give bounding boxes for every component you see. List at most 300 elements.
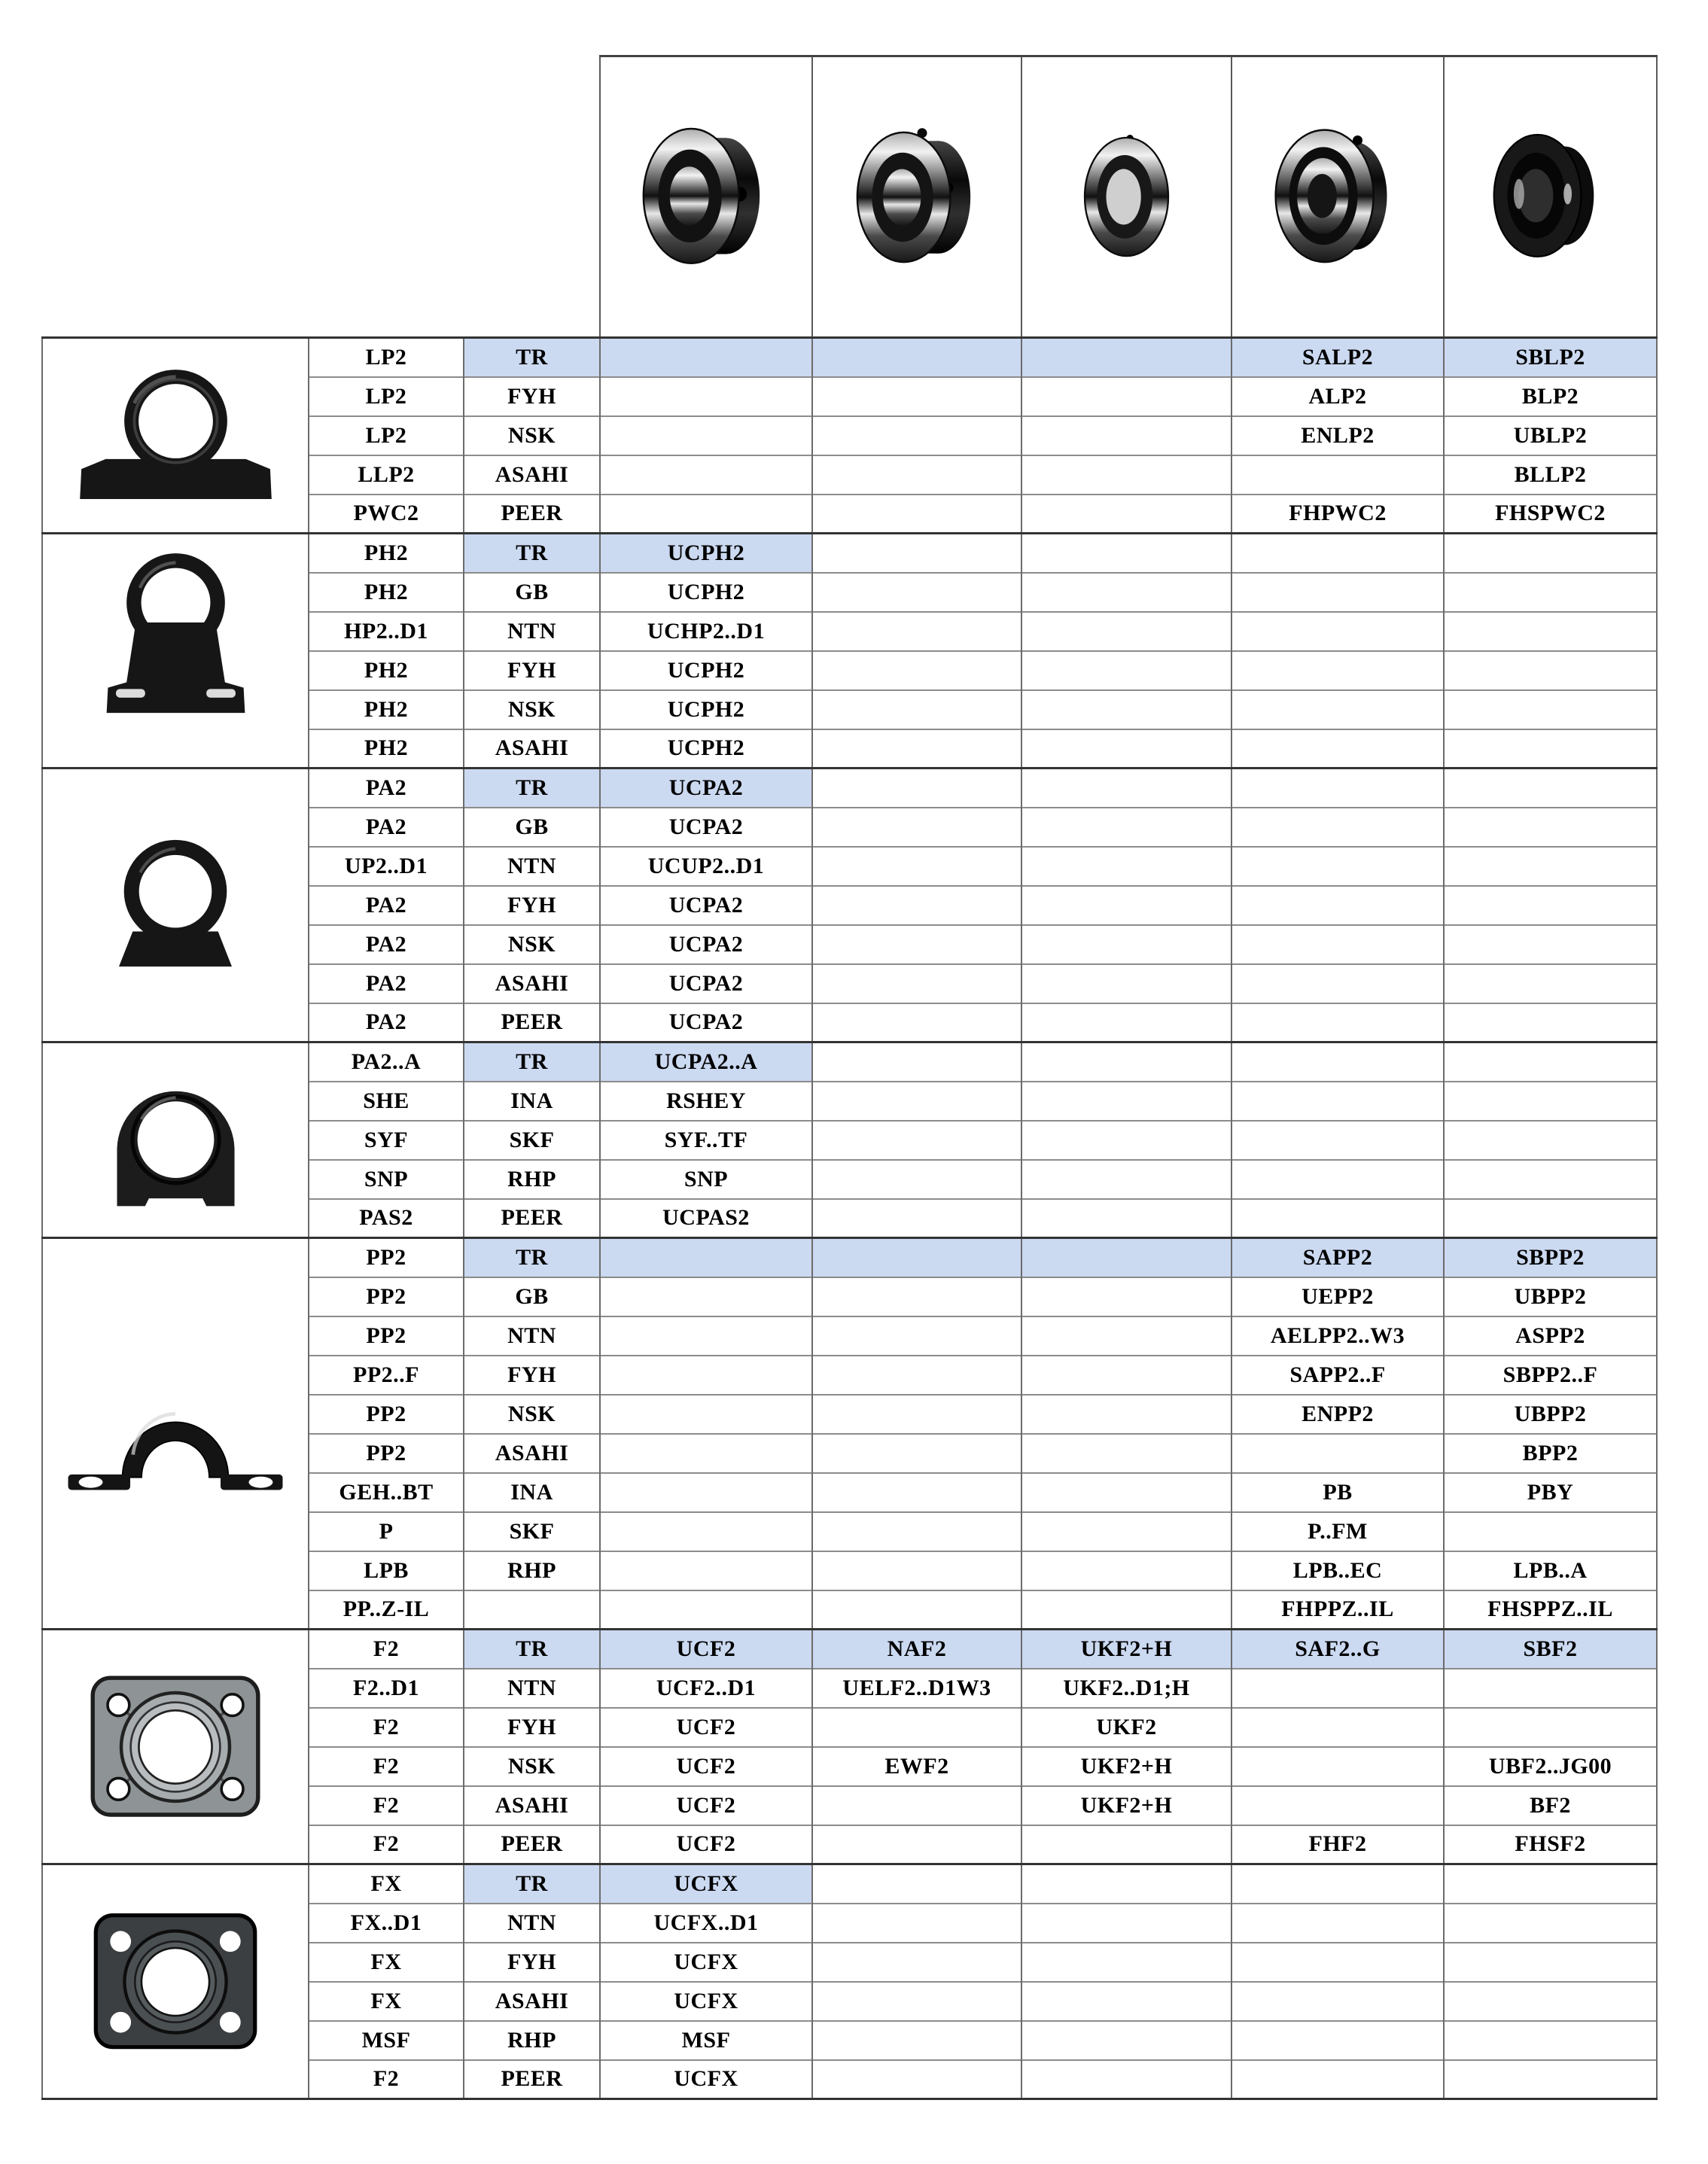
model-cell: F2..D1 xyxy=(309,1669,464,1708)
table-row xyxy=(42,534,1657,573)
insert-bearing-setscrew-photo xyxy=(601,102,811,292)
part-cell: UCFX xyxy=(600,2060,812,2099)
insert-bearing-plain-bore-photo xyxy=(1022,105,1231,289)
part-cell xyxy=(1444,886,1657,925)
part-cell: UCPH2 xyxy=(600,651,812,690)
model-cell: F2 xyxy=(309,1630,464,1669)
part-cell: PB xyxy=(1232,1473,1444,1512)
part-cell xyxy=(1232,1864,1444,1904)
part-cell xyxy=(1021,1277,1232,1316)
part-cell xyxy=(600,377,812,416)
brand-cell: PEER xyxy=(464,1199,600,1238)
part-cell: UKF2+H xyxy=(1021,1786,1232,1825)
model-cell: PP2 xyxy=(309,1316,464,1356)
part-cell: UCPA2 xyxy=(600,964,812,1003)
brand-cell: RHP xyxy=(464,1160,600,1199)
part-cell xyxy=(1021,1160,1232,1199)
model-cell: PP..Z-IL xyxy=(309,1590,464,1630)
model-cell: PA2 xyxy=(309,1003,464,1042)
part-cell xyxy=(1232,573,1444,612)
part-cell: ENPP2 xyxy=(1232,1395,1444,1434)
part-cell xyxy=(1021,573,1232,612)
model-cell: PH2 xyxy=(309,651,464,690)
part-cell xyxy=(812,612,1021,651)
model-cell: PH2 xyxy=(309,534,464,573)
part-cell xyxy=(1444,534,1657,573)
insert-bearing-collar-photo xyxy=(813,102,1021,292)
brand-cell: FYH xyxy=(464,1943,600,1982)
part-cell: FHPWC2 xyxy=(1232,495,1444,534)
part-cell xyxy=(1232,1434,1444,1473)
part-cell: UCPH2 xyxy=(600,573,812,612)
part-cell xyxy=(812,1473,1021,1512)
part-cell xyxy=(1232,651,1444,690)
part-cell: UCPAS2 xyxy=(600,1199,812,1238)
model-cell: LP2 xyxy=(309,338,464,377)
table-row xyxy=(42,1238,1657,1277)
part-cell: PBY xyxy=(1444,1473,1657,1512)
part-cell xyxy=(812,534,1021,573)
model-cell: GEH..BT xyxy=(309,1473,464,1512)
part-cell xyxy=(812,1551,1021,1590)
part-cell xyxy=(1021,1512,1232,1551)
part-cell xyxy=(1232,1003,1444,1042)
model-cell: LLP2 xyxy=(309,455,464,495)
part-cell: SBLP2 xyxy=(1444,338,1657,377)
part-cell xyxy=(1232,534,1444,573)
part-cell xyxy=(1021,651,1232,690)
insert-bearing-black-oxide-photo xyxy=(1445,105,1656,289)
part-cell: UCFX..D1 xyxy=(600,1904,812,1943)
model-cell: F2 xyxy=(309,1786,464,1825)
model-cell: PP2 xyxy=(309,1238,464,1277)
part-cell: UCF2 xyxy=(600,1747,812,1786)
model-cell: UP2..D1 xyxy=(309,847,464,886)
model-cell: LPB xyxy=(309,1551,464,1590)
insert-bearing-eccentric-collar-photo xyxy=(1232,102,1443,292)
part-cell: FHSPPZ..IL xyxy=(1444,1590,1657,1630)
part-cell xyxy=(1232,1669,1444,1708)
model-cell: PP2 xyxy=(309,1434,464,1473)
part-cell xyxy=(1232,2060,1444,2099)
part-cell xyxy=(1232,455,1444,495)
part-cell: SAF2..G xyxy=(1232,1630,1444,1669)
part-cell xyxy=(600,1356,812,1395)
part-cell xyxy=(1232,847,1444,886)
table-row xyxy=(42,1864,1657,1904)
part-cell xyxy=(1444,1121,1657,1160)
model-cell: MSF xyxy=(309,2021,464,2060)
part-cell: UEPP2 xyxy=(1232,1277,1444,1316)
part-cell: SBPP2..F xyxy=(1444,1356,1657,1395)
part-cell xyxy=(812,1982,1021,2021)
part-cell xyxy=(812,1277,1021,1316)
part-cell: SBF2 xyxy=(1444,1630,1657,1669)
part-cell xyxy=(1232,1982,1444,2021)
table-row xyxy=(42,769,1657,808)
part-cell xyxy=(1021,769,1232,808)
brand-cell: INA xyxy=(464,1082,600,1121)
brand-cell: ASAHI xyxy=(464,455,600,495)
part-cell: UKF2+H xyxy=(1021,1630,1232,1669)
part-cell xyxy=(1444,690,1657,729)
part-cell: UBPP2 xyxy=(1444,1277,1657,1316)
part-cell xyxy=(1232,769,1444,808)
part-cell xyxy=(1444,1708,1657,1747)
part-cell xyxy=(1232,1943,1444,1982)
part-cell: SAPP2..F xyxy=(1232,1356,1444,1395)
part-cell xyxy=(1021,1590,1232,1630)
part-cell: UCFX xyxy=(600,1864,812,1904)
part-cell xyxy=(1021,1395,1232,1434)
part-cell xyxy=(1021,495,1232,534)
part-cell: UCPA2 xyxy=(600,769,812,808)
part-cell xyxy=(1232,612,1444,651)
model-cell: PP2 xyxy=(309,1395,464,1434)
model-cell: HP2..D1 xyxy=(309,612,464,651)
square-flange-f2-image xyxy=(43,1666,308,1828)
model-cell: F2 xyxy=(309,2060,464,2099)
part-cell xyxy=(1444,1982,1657,2021)
part-cell: UCPH2 xyxy=(600,690,812,729)
part-cell xyxy=(1444,573,1657,612)
part-cell xyxy=(1021,1356,1232,1395)
part-cell xyxy=(812,729,1021,769)
part-cell xyxy=(1021,1904,1232,1943)
part-cell xyxy=(1021,377,1232,416)
part-cell xyxy=(812,1121,1021,1160)
brand-cell: ASAHI xyxy=(464,1434,600,1473)
pillow-block-lp2-image xyxy=(43,353,308,518)
part-cell xyxy=(812,1825,1021,1864)
part-cell xyxy=(600,1434,812,1473)
part-cell xyxy=(812,2021,1021,2060)
brand-cell: NSK xyxy=(464,925,600,964)
part-cell xyxy=(812,1708,1021,1747)
part-cell xyxy=(812,573,1021,612)
part-cell xyxy=(1021,808,1232,847)
part-cell xyxy=(1444,1003,1657,1042)
part-cell xyxy=(1444,1512,1657,1551)
model-cell: PH2 xyxy=(309,690,464,729)
model-cell: LP2 xyxy=(309,377,464,416)
model-cell: P xyxy=(309,1512,464,1551)
part-cell xyxy=(1232,808,1444,847)
model-cell: PH2 xyxy=(309,729,464,769)
housing-image-cell xyxy=(42,1864,309,2099)
model-cell: PA2 xyxy=(309,808,464,847)
brand-cell: RHP xyxy=(464,2021,600,2060)
part-cell xyxy=(600,1277,812,1316)
model-cell: FX xyxy=(309,1943,464,1982)
brand-cell: TR xyxy=(464,534,600,573)
brand-cell: FYH xyxy=(464,886,600,925)
spacer-cell xyxy=(42,56,309,338)
spacer-cell xyxy=(464,56,600,338)
part-cell xyxy=(1021,1551,1232,1590)
part-cell xyxy=(1021,1825,1232,1864)
part-cell: UCPH2 xyxy=(600,729,812,769)
brand-cell: TR xyxy=(464,1238,600,1277)
brand-cell: FYH xyxy=(464,651,600,690)
part-cell xyxy=(1232,1121,1444,1160)
part-cell xyxy=(1021,534,1232,573)
part-cell xyxy=(812,651,1021,690)
brand-cell xyxy=(464,1590,600,1630)
part-cell xyxy=(1444,964,1657,1003)
part-cell xyxy=(600,495,812,534)
brand-cell: NSK xyxy=(464,1395,600,1434)
part-cell: BPP2 xyxy=(1444,1434,1657,1473)
table-row xyxy=(42,1630,1657,1669)
part-cell xyxy=(812,1786,1021,1825)
part-cell xyxy=(812,769,1021,808)
brand-cell: NSK xyxy=(464,416,600,455)
part-cell xyxy=(812,964,1021,1003)
model-cell: PP2 xyxy=(309,1277,464,1316)
part-cell: UCFX xyxy=(600,1982,812,2021)
part-cell xyxy=(1021,338,1232,377)
part-cell xyxy=(1021,1864,1232,1904)
part-cell xyxy=(600,1395,812,1434)
part-cell xyxy=(1232,886,1444,925)
part-cell: SAPP2 xyxy=(1232,1238,1444,1277)
part-cell: NAF2 xyxy=(812,1630,1021,1669)
part-cell xyxy=(1444,1669,1657,1708)
part-cell xyxy=(812,1434,1021,1473)
model-cell: PA2 xyxy=(309,925,464,964)
brand-cell: PEER xyxy=(464,495,600,534)
part-cell xyxy=(1021,1316,1232,1356)
part-cell: ASPP2 xyxy=(1444,1316,1657,1356)
brand-cell: NSK xyxy=(464,690,600,729)
part-cell xyxy=(1232,2021,1444,2060)
brand-cell: TR xyxy=(464,769,600,808)
brand-cell: ASAHI xyxy=(464,1786,600,1825)
part-cell xyxy=(1021,1003,1232,1042)
part-cell xyxy=(812,1904,1021,1943)
part-cell xyxy=(1021,886,1232,925)
part-cell: MSF xyxy=(600,2021,812,2060)
part-cell: BF2 xyxy=(1444,1786,1657,1825)
brand-cell: TR xyxy=(464,1042,600,1082)
housing-image-cell xyxy=(42,769,309,1042)
brand-cell: NTN xyxy=(464,612,600,651)
part-cell xyxy=(1444,1160,1657,1199)
part-cell xyxy=(812,338,1021,377)
part-cell xyxy=(1021,1982,1232,2021)
part-cell: SBPP2 xyxy=(1444,1238,1657,1277)
part-cell: FHPPZ..IL xyxy=(1232,1590,1444,1630)
part-cell: FHF2 xyxy=(1232,1825,1444,1864)
model-cell: PH2 xyxy=(309,573,464,612)
part-cell xyxy=(812,455,1021,495)
model-cell: PA2 xyxy=(309,886,464,925)
part-cell xyxy=(600,1551,812,1590)
part-cell xyxy=(812,1003,1021,1042)
part-cell xyxy=(812,690,1021,729)
part-cell: UBF2..JG00 xyxy=(1444,1747,1657,1786)
ring-base-pa2-image xyxy=(43,823,308,987)
model-cell: PA2..A xyxy=(309,1042,464,1082)
product-image-cell xyxy=(812,56,1021,338)
part-cell: SNP xyxy=(600,1160,812,1199)
part-cell xyxy=(1021,1238,1232,1277)
housing-image-cell xyxy=(42,1630,309,1864)
bearing-interchange-table xyxy=(41,55,1658,2100)
part-cell: LPB..EC xyxy=(1232,1551,1444,1590)
part-cell: BLP2 xyxy=(1444,377,1657,416)
part-cell xyxy=(1021,612,1232,651)
part-cell xyxy=(1444,808,1657,847)
product-image-cell xyxy=(1444,56,1657,338)
part-cell xyxy=(1232,925,1444,964)
part-cell xyxy=(1232,1708,1444,1747)
part-cell xyxy=(1444,847,1657,886)
housing-image-cell xyxy=(42,1042,309,1238)
part-cell: UKF2+H xyxy=(1021,1747,1232,1786)
part-cell: UCHP2..D1 xyxy=(600,612,812,651)
brand-cell: NTN xyxy=(464,1669,600,1708)
part-cell xyxy=(812,1943,1021,1982)
part-cell: AELPP2..W3 xyxy=(1232,1316,1444,1356)
brand-cell: INA xyxy=(464,1473,600,1512)
part-cell xyxy=(1444,1042,1657,1082)
model-cell: PA2 xyxy=(309,769,464,808)
part-cell xyxy=(812,1590,1021,1630)
part-cell xyxy=(1021,455,1232,495)
part-cell xyxy=(600,416,812,455)
part-cell xyxy=(812,1042,1021,1082)
square-flange-fx-image xyxy=(43,1904,308,2060)
part-cell: UKF2..D1;H xyxy=(1021,1669,1232,1708)
part-cell xyxy=(1021,1943,1232,1982)
part-cell xyxy=(1232,1082,1444,1121)
part-cell: UCPA2..A xyxy=(600,1042,812,1082)
part-cell xyxy=(1021,1082,1232,1121)
part-cell: UCF2 xyxy=(600,1630,812,1669)
table-row xyxy=(42,1042,1657,1082)
part-cell xyxy=(1021,416,1232,455)
part-cell xyxy=(812,1199,1021,1238)
part-cell xyxy=(812,1395,1021,1434)
part-cell xyxy=(1021,925,1232,964)
product-image-cell xyxy=(1232,56,1444,338)
part-cell xyxy=(600,1316,812,1356)
part-cell xyxy=(812,1512,1021,1551)
part-cell xyxy=(1444,925,1657,964)
part-cell xyxy=(600,338,812,377)
part-cell xyxy=(1232,1786,1444,1825)
part-cell: EWF2 xyxy=(812,1747,1021,1786)
part-cell xyxy=(812,1238,1021,1277)
brand-cell: FYH xyxy=(464,377,600,416)
part-cell xyxy=(1232,729,1444,769)
part-cell: P..FM xyxy=(1232,1512,1444,1551)
part-cell xyxy=(1021,2060,1232,2099)
part-cell xyxy=(1021,1434,1232,1473)
part-cell xyxy=(1444,769,1657,808)
model-cell: F2 xyxy=(309,1747,464,1786)
part-cell: UCPA2 xyxy=(600,886,812,925)
part-cell xyxy=(812,1356,1021,1395)
part-cell xyxy=(1444,1904,1657,1943)
part-cell xyxy=(1444,612,1657,651)
part-cell xyxy=(1021,1473,1232,1512)
part-cell xyxy=(1444,2021,1657,2060)
brand-cell: GB xyxy=(464,808,600,847)
part-cell: UELF2..D1W3 xyxy=(812,1669,1021,1708)
part-cell xyxy=(812,377,1021,416)
part-cell xyxy=(1232,1747,1444,1786)
model-cell: LP2 xyxy=(309,416,464,455)
part-cell: BLLP2 xyxy=(1444,455,1657,495)
part-cell: UCUP2..D1 xyxy=(600,847,812,886)
part-cell: UCF2 xyxy=(600,1708,812,1747)
part-cell: UCPH2 xyxy=(600,534,812,573)
pillow-block-ph2-image xyxy=(43,541,308,761)
brand-cell: TR xyxy=(464,1630,600,1669)
tapped-base-pa2a-image xyxy=(43,1061,308,1220)
part-cell xyxy=(1232,1160,1444,1199)
brand-cell: SKF xyxy=(464,1512,600,1551)
part-cell xyxy=(812,416,1021,455)
brand-cell: ASAHI xyxy=(464,1982,600,2021)
table-row xyxy=(42,338,1657,377)
brand-cell: PEER xyxy=(464,1003,600,1042)
housing-image-cell xyxy=(42,338,309,534)
model-cell: SNP xyxy=(309,1160,464,1199)
brand-cell: TR xyxy=(464,338,600,377)
model-cell: F2 xyxy=(309,1708,464,1747)
part-cell: UCFX xyxy=(600,1943,812,1982)
brand-cell: NTN xyxy=(464,847,600,886)
part-cell xyxy=(1021,847,1232,886)
part-cell xyxy=(1444,1943,1657,1982)
brand-cell: TR xyxy=(464,1864,600,1904)
model-cell: F2 xyxy=(309,1825,464,1864)
brand-cell: FYH xyxy=(464,1356,600,1395)
part-cell xyxy=(1021,964,1232,1003)
model-cell: PP2..F xyxy=(309,1356,464,1395)
brand-cell: PEER xyxy=(464,1825,600,1864)
model-cell: SHE xyxy=(309,1082,464,1121)
brand-cell: RHP xyxy=(464,1551,600,1590)
part-cell xyxy=(1444,729,1657,769)
model-cell: SYF xyxy=(309,1121,464,1160)
brand-cell: GB xyxy=(464,573,600,612)
part-cell: SALP2 xyxy=(1232,338,1444,377)
part-cell xyxy=(812,1864,1021,1904)
housing-image-cell xyxy=(42,1238,309,1630)
part-cell xyxy=(1444,1199,1657,1238)
part-cell: FHSPWC2 xyxy=(1444,495,1657,534)
part-cell xyxy=(600,1512,812,1551)
part-cell: ENLP2 xyxy=(1232,416,1444,455)
part-cell: UBLP2 xyxy=(1444,416,1657,455)
pressed-steel-strap-pp2-image xyxy=(43,1370,308,1497)
part-cell: UBPP2 xyxy=(1444,1395,1657,1434)
brand-cell: FYH xyxy=(464,1708,600,1747)
model-cell: FX xyxy=(309,1982,464,2021)
part-cell xyxy=(1021,729,1232,769)
brand-cell: GB xyxy=(464,1277,600,1316)
part-cell: SYF..TF xyxy=(600,1121,812,1160)
brand-cell: ASAHI xyxy=(464,729,600,769)
part-cell xyxy=(812,847,1021,886)
part-cell: UCF2 xyxy=(600,1786,812,1825)
product-image-cell xyxy=(600,56,812,338)
